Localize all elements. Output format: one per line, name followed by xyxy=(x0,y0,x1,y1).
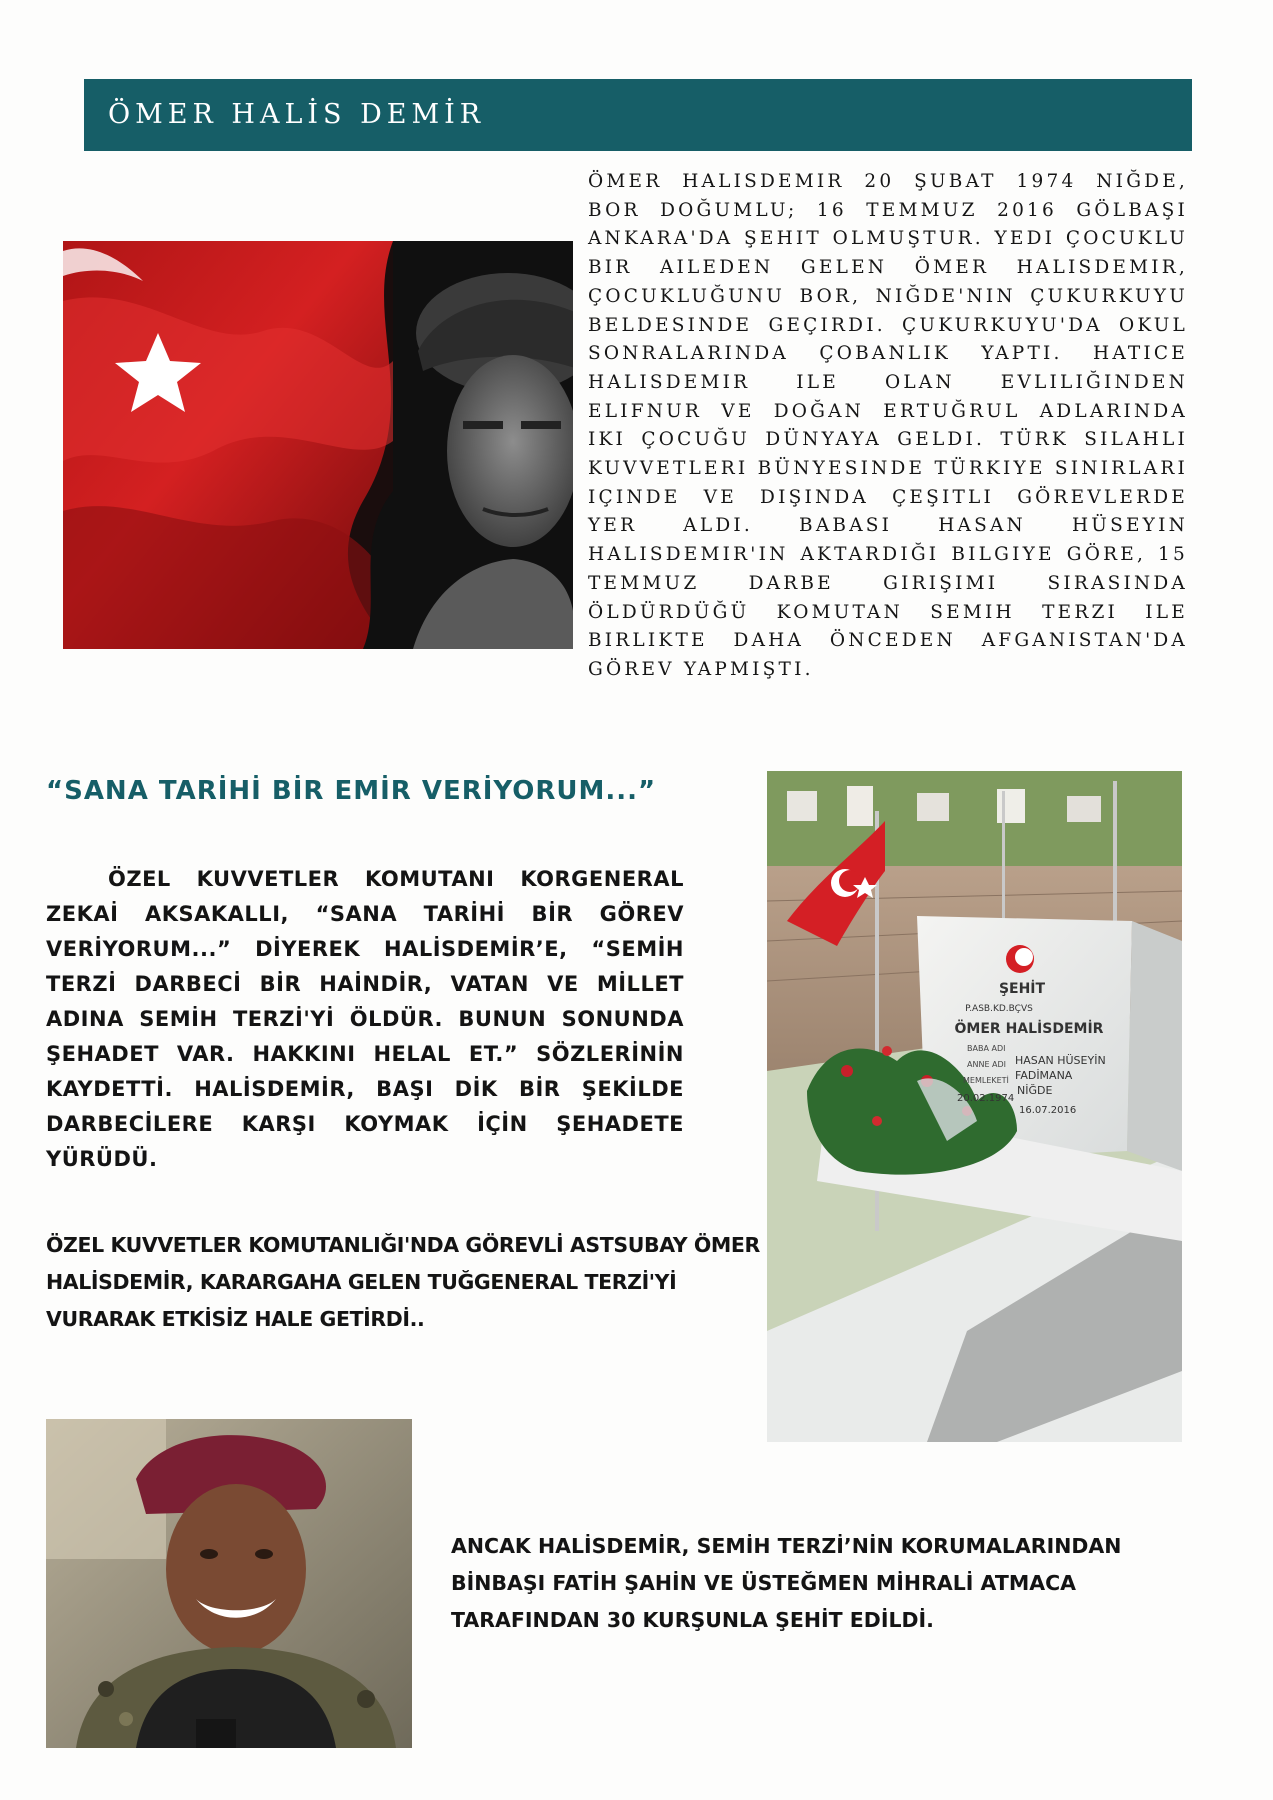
grave-mother-text: FADİMANA xyxy=(1015,1069,1073,1082)
biography-text: ÖMER HALISDEMIR 20 ŞUBAT 1974 NIĞDE, BOR DOĞUMLU; 16 TEMMUZ 2016 GÖLBAŞI ANKARA'DA ŞEHIT OLMUŞTUR. YEDI ÇOCUKLU BIR AILEDEN GELEN ÖMER HALISDEMIR, ÇOCUKLUĞUNU BOR, NIĞDE'NIN ÇUKURKUYU BELDESINDE GEÇIRDI. ÇUKURKUYU'DA OKUL SONRALARINDA ÇOBANLIK YAPTI. HATICE HALISDEMIR ILE OLAN EVLILIĞINDEN ELIFNUR VE DOĞAN ERTUĞRUL ADLARINDA IKI ÇOCUĞU DÜNYAYA GELDI. TÜRK SILAHLI KUVVETLERI BÜNYESINDE TÜRKIYE SINIRLARI IÇINDE VE DIŞINDA ÇEŞITLI GÖREVLERDE YER ALDI. BABASI HASAN HÜSEYIN HALISDEMIR'IN AKTARDIĞI BILGIYE GÖRE, 15 TEMMUZ DARBE GIRIŞIMI SIRASINDA ÖLDÜRDÜĞÜ KOMUTAN SEMIH TERZI ILE BIRLIKTE DAHA ÖNCEDEN AFGANISTAN'DA GÖREV YAPMIŞTI. xyxy=(588,171,1188,680)
grave-birth-text: 20.02.1974 xyxy=(957,1093,1015,1104)
grave-death-text: 16.07.2016 xyxy=(1019,1105,1077,1116)
flag-portrait-image xyxy=(63,241,573,649)
grave-rank-text: P.ASB.KD.BÇVS xyxy=(965,1004,1033,1014)
grave-photo xyxy=(767,771,1182,1442)
title-banner xyxy=(84,79,1192,151)
grave-hometown-text: NİĞDE xyxy=(1017,1084,1053,1097)
soldier-photo xyxy=(46,1419,412,1748)
grave-father-label: BABA ADI xyxy=(967,1044,1006,1053)
flag-portrait-photo xyxy=(63,241,573,649)
grave-image xyxy=(767,771,1182,1442)
grave-title-text: ŞEHİT xyxy=(998,981,1046,997)
grave-hometown-label: MEMLEKETİ xyxy=(963,1076,1009,1085)
quote-paragraph: ÖZEL KUVVETLER KOMUTANI KORGENERAL ZEKAİ AKSAKALLI, “SANA TARİHİ BİR GÖREV VERİYORUM...” DİYEREK HALİSDEMİR’E, “SEMİH TERZİ DARBECİ BİR HAİNDİR, VATAN VE MİLLET ADINA SEMİH TERZİ'Yİ ÖLDÜR. BUNUN SONUNDA ŞEHADET VAR. HAKKINI HELAL ET.” SÖZLERİNİN KAYDETTİ. HALİSDEMİR, BAŞI DİK BİR ŞEKİLDE DARBECİLERE KARŞI KOYMAK İÇİN ŞEHADETE YÜRÜDÜ. xyxy=(46,867,684,1171)
martyrdom-paragraph: ANCAK HALİSDEMİR, SEMİH TERZİ’NİN KORUMALARINDAN BİNBAŞI FATİH ŞAHİN VE ÜSTEĞMEN MİHRALİ ATMACA TARAFINDAN 30 KURŞUNLA ŞEHİT EDİLDİ. xyxy=(451,1534,1122,1632)
grave-father-text: HASAN HÜSEYİN xyxy=(1015,1054,1106,1067)
grave-mother-label: ANNE ADI xyxy=(967,1060,1007,1069)
quote-heading: “SANA TARİHİ BİR EMİR VERİYORUM...” xyxy=(46,776,657,806)
page-title: ÖMER HALİS DEMİR xyxy=(108,99,486,130)
soldier-image xyxy=(46,1419,412,1748)
grave-name-text: ÖMER HALİSDEMİR xyxy=(954,1021,1104,1037)
event-paragraph: ÖZEL KUVVETLER KOMUTANLIĞI'NDA GÖREVLİ ASTSUBAY ÖMER HALİSDEMİR, KARARGAHA GELEN TUĞGENERAL TERZİ'Yİ VURARAK ETKİSİZ HALE GETİRDİ.. xyxy=(46,1233,760,1331)
